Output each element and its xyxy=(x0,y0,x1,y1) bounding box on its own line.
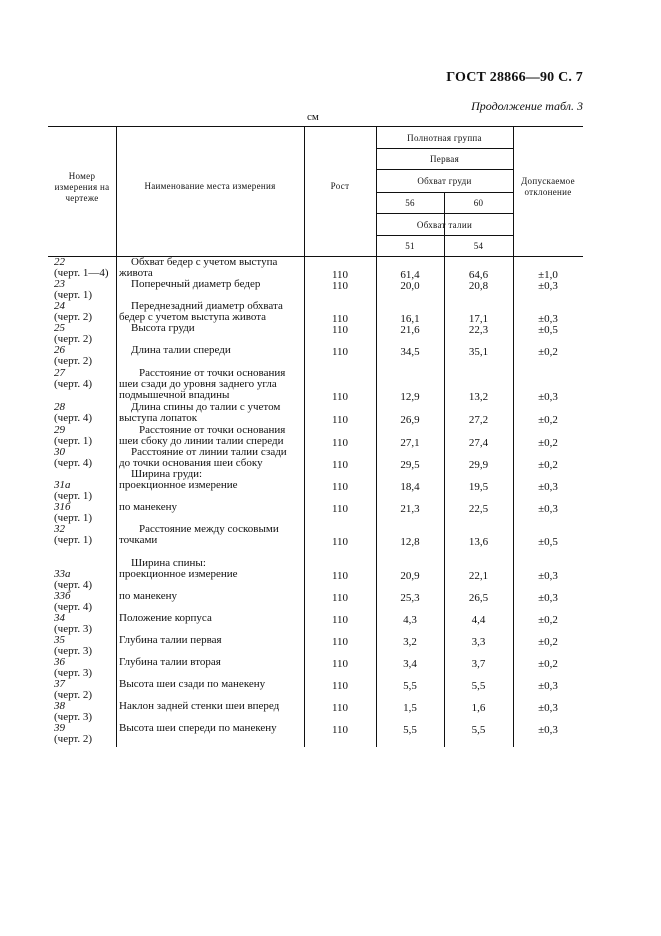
measurement-name: Обхват бедер с учетом выступа живота xyxy=(119,256,278,279)
tolerance-value: ±0,3 xyxy=(538,592,558,604)
row-number xyxy=(54,701,114,723)
row-number xyxy=(54,635,114,657)
measurement-name: Длина талии спереди xyxy=(131,344,231,356)
height-value: 110 xyxy=(331,280,349,292)
measurement-number: 37 xyxy=(54,678,65,690)
measurement-name: Расстояние от линии талии сзади до точки основания шеи сбоку xyxy=(119,446,287,469)
measurement-name: Положение корпуса xyxy=(119,612,212,624)
measurement-name: Высота шеи спереди по манекену xyxy=(119,722,277,734)
chest-60-value: 64,6 xyxy=(468,269,489,281)
chest-56-value: 21,6 xyxy=(400,324,420,336)
drawing-reference: (черт. 2) xyxy=(54,355,93,367)
measurement-number: 33а xyxy=(54,568,71,580)
row-number xyxy=(54,368,114,390)
height-value: 110 xyxy=(331,391,349,403)
chest-60-value: 27,4 xyxy=(468,437,489,449)
measurement-number: 22 xyxy=(54,256,65,268)
chest-60-value: 1,6 xyxy=(471,702,486,714)
table-continuation-label: Продолжение табл. 3 xyxy=(471,99,583,113)
chest-56-value: 29,5 xyxy=(400,459,420,471)
tolerance-value: ±0,3 xyxy=(538,391,558,403)
measurement-name: Расстояние между сосковыми точками xyxy=(119,523,279,546)
chest-60-value: 3,3 xyxy=(471,636,486,648)
chest-60-value: 19,5 xyxy=(468,481,489,493)
height-value: 110 xyxy=(331,570,349,582)
measurement-number: 29 xyxy=(54,424,65,436)
chest-60-value: 27,2 xyxy=(468,414,489,426)
drawing-reference: (черт. 1) xyxy=(54,534,93,546)
chest-56-value: 3,2 xyxy=(403,636,417,648)
header-chest: Обхват груди xyxy=(417,176,472,186)
height-value: 110 xyxy=(331,481,349,493)
table-top-rule xyxy=(48,126,583,127)
chest-60-value: 13,2 xyxy=(468,391,489,403)
chest-56-value: 34,5 xyxy=(400,346,420,358)
chest-56-value: 20,0 xyxy=(400,280,420,292)
chest-56-value: 5,5 xyxy=(403,724,417,736)
chest-60-value: 13,6 xyxy=(468,536,489,548)
measurement-number: 23 xyxy=(54,278,65,290)
height-value: 110 xyxy=(331,702,349,714)
height-value: 110 xyxy=(331,313,349,325)
row-number xyxy=(54,524,114,546)
height-value: 110 xyxy=(331,636,349,648)
height-value: 110 xyxy=(331,324,349,336)
drawing-reference: (черт. 3) xyxy=(54,711,93,723)
header-chest-60: 60 xyxy=(473,198,484,208)
row-number xyxy=(54,447,114,469)
chest-60-value: 4,4 xyxy=(471,614,486,626)
row-number xyxy=(54,323,114,345)
drawing-reference: (черт. 1—4) xyxy=(54,267,109,279)
chest-60-value: 22,1 xyxy=(468,570,489,582)
chest-56-value: 18,4 xyxy=(400,481,420,493)
tolerance-value: ±0,3 xyxy=(538,702,558,714)
header-waist: Обхват талии xyxy=(416,220,473,230)
chest-60-value: 35,1 xyxy=(468,346,489,358)
measurement-number: 28 xyxy=(54,401,65,413)
tolerance-value: ±0,3 xyxy=(538,724,558,736)
tolerance-value: ±0,3 xyxy=(538,280,558,292)
header-tolerance: Допускаемое отклонение xyxy=(521,176,575,197)
header-name: Наименование места измерения xyxy=(144,181,276,191)
chest-60-value: 5,5 xyxy=(471,680,486,692)
chest-60-value: 17,1 xyxy=(468,313,489,325)
chest-56-value: 4,3 xyxy=(403,614,417,626)
drawing-reference: (черт. 4) xyxy=(54,378,93,390)
row-number xyxy=(54,723,114,745)
row-number xyxy=(54,502,114,524)
height-value: 110 xyxy=(331,459,349,471)
row-number xyxy=(54,301,114,323)
chest-56-value: 12,8 xyxy=(400,536,420,548)
measurement-number: 24 xyxy=(54,300,65,312)
tolerance-value: ±0,5 xyxy=(538,536,558,548)
header-waist-54: 54 xyxy=(473,241,484,251)
measurement-name: Расстояние от точки основания шеи сбоку до линии талии спереди xyxy=(119,424,286,447)
row-number xyxy=(54,657,114,679)
drawing-reference: (черт. 3) xyxy=(54,623,93,635)
drawing-reference: (черт. 3) xyxy=(54,667,93,679)
tolerance-value: ±0,2 xyxy=(538,346,558,358)
measurement-name: Ширина груди: xyxy=(131,468,203,480)
header-subgroup: Первая xyxy=(429,154,460,164)
chest-56-value: 12,9 xyxy=(400,391,420,403)
measurement-number: 26 xyxy=(54,344,65,356)
unit-label: см xyxy=(307,111,319,123)
tolerance-value: ±0,3 xyxy=(538,570,558,582)
height-value: 110 xyxy=(331,536,349,548)
chest-56-value: 1,5 xyxy=(403,702,417,714)
measurement-name: Высота груди xyxy=(131,322,195,334)
row-number xyxy=(54,345,114,367)
height-value: 110 xyxy=(331,503,349,515)
measurement-name: Высота шеи сзади по манекену xyxy=(119,678,266,690)
drawing-reference: (черт. 4) xyxy=(54,412,93,424)
tolerance-value: ±0,3 xyxy=(538,503,558,515)
measurement-number: 30 xyxy=(54,446,65,458)
measurement-number: 31б xyxy=(54,501,71,513)
height-value: 110 xyxy=(331,614,349,626)
drawing-reference: (черт. 2) xyxy=(54,311,93,323)
tolerance-value: ±1,0 xyxy=(538,269,558,281)
measurement-number: 33б xyxy=(54,590,71,602)
drawing-reference: (черт. 1) xyxy=(54,490,93,502)
subgroup-rule xyxy=(376,169,513,170)
measurement-number: 36 xyxy=(54,656,65,668)
height-value: 110 xyxy=(331,592,349,604)
chest-60-value: 26,5 xyxy=(468,592,489,604)
header-group: Полнотная группа xyxy=(407,133,482,143)
measurement-name: проекционное измерение xyxy=(119,479,238,491)
chest-56-value: 27,1 xyxy=(400,437,420,449)
tolerance-value: ±0,2 xyxy=(538,658,558,670)
header-rost: Рост xyxy=(330,181,350,191)
row-number xyxy=(54,480,114,502)
tolerance-value: ±0,2 xyxy=(538,414,558,426)
measurement-name: Переднезадний диаметр обхвата бедер с учетом выступа живота xyxy=(119,300,283,323)
row-number xyxy=(54,591,114,613)
header-chest-56: 56 xyxy=(405,198,415,208)
col-divider-2 xyxy=(304,126,305,747)
measurement-name: по манекену xyxy=(119,590,178,602)
row-number xyxy=(54,569,114,591)
page-header-title: ГОСТ 28866—90 С. 7 xyxy=(446,70,583,85)
chest-56-value: 25,3 xyxy=(400,592,420,604)
chest-60-value: 3,7 xyxy=(471,658,486,670)
chest-60-value: 5,5 xyxy=(471,724,486,736)
header-number: Номер измерения на чертеже xyxy=(54,171,110,203)
chest-60-value: 22,3 xyxy=(468,324,489,336)
tolerance-value: ±0,3 xyxy=(538,680,558,692)
measurement-number: 32 xyxy=(54,523,65,535)
drawing-reference: (черт. 4) xyxy=(54,601,93,613)
drawing-reference: (черт. 2) xyxy=(54,689,93,701)
chest-60-value: 22,5 xyxy=(468,503,489,515)
measurement-number: 38 xyxy=(54,700,65,712)
row-number xyxy=(54,279,114,301)
measurement-name: Глубина талии первая xyxy=(119,634,222,646)
height-value: 110 xyxy=(331,680,349,692)
drawing-reference: (черт. 2) xyxy=(54,333,93,345)
tolerance-value: ±0,5 xyxy=(538,324,558,336)
row-number xyxy=(54,679,114,701)
chest-56-value: 5,5 xyxy=(403,680,417,692)
chest-56-value: 20,9 xyxy=(400,570,420,582)
tolerance-value: ±0,2 xyxy=(538,614,558,626)
tolerance-value: ±0,2 xyxy=(538,437,558,449)
row-number xyxy=(54,613,114,635)
measurement-name: Длина спины до талии с учетом выступа лопаток xyxy=(119,401,281,424)
height-value: 110 xyxy=(331,724,349,736)
height-value: 110 xyxy=(331,414,349,426)
tolerance-value: ±0,3 xyxy=(538,313,558,325)
drawing-reference: (черт. 1) xyxy=(54,435,93,447)
drawing-reference: (черт. 3) xyxy=(54,645,93,657)
row-number xyxy=(54,402,114,424)
col-divider-1 xyxy=(116,126,117,747)
measurement-number: 27 xyxy=(54,367,65,379)
measurement-name: Поперечный диаметр бедер xyxy=(131,278,261,290)
measurement-name: Наклон задней стенки шеи вперед xyxy=(119,700,280,712)
col-divider-5 xyxy=(513,126,514,747)
tolerance-value: ±0,2 xyxy=(538,459,558,471)
measurement-number: 31а xyxy=(54,479,71,491)
chest-56-value: 3,4 xyxy=(403,658,417,670)
drawing-reference: (черт. 1) xyxy=(54,512,93,524)
row-number xyxy=(54,425,114,447)
chest-56-value: 26,9 xyxy=(400,414,420,426)
measurement-name: по манекену xyxy=(119,501,178,513)
drawing-reference: (черт. 1) xyxy=(54,289,93,301)
row-number xyxy=(54,257,114,279)
tolerance-value: ±0,2 xyxy=(538,636,558,648)
measurement-name: Ширина спины: xyxy=(131,557,206,569)
measurement-number: 39 xyxy=(54,722,65,734)
height-value: 110 xyxy=(331,346,349,358)
chest-56-value: 16,1 xyxy=(400,313,420,325)
drawing-reference: (черт. 4) xyxy=(54,579,93,591)
chest-56-value: 61,4 xyxy=(400,269,420,281)
group-rule xyxy=(376,148,513,149)
drawing-reference: (черт. 2) xyxy=(54,733,93,745)
chest-60-value: 29,9 xyxy=(468,459,489,471)
measurement-number: 25 xyxy=(54,322,65,334)
measurement-number: 34 xyxy=(54,612,65,624)
chest-60-value: 20,8 xyxy=(468,280,489,292)
chest-56-value: 21,3 xyxy=(400,503,420,515)
height-value: 110 xyxy=(331,269,349,281)
drawing-reference: (черт. 4) xyxy=(54,457,93,469)
measurement-number: 35 xyxy=(54,634,65,646)
measurement-name: проекционное измерение xyxy=(119,568,238,580)
tolerance-value: ±0,3 xyxy=(538,481,558,493)
height-value: 110 xyxy=(331,658,349,670)
measurement-name: Расстояние от точки основания шеи сзади до уровня заднего угла подмышечной впадины xyxy=(119,367,286,401)
header-waist-51: 51 xyxy=(405,241,415,251)
measurement-name: Глубина талии вторая xyxy=(119,656,221,668)
height-value: 110 xyxy=(331,437,349,449)
